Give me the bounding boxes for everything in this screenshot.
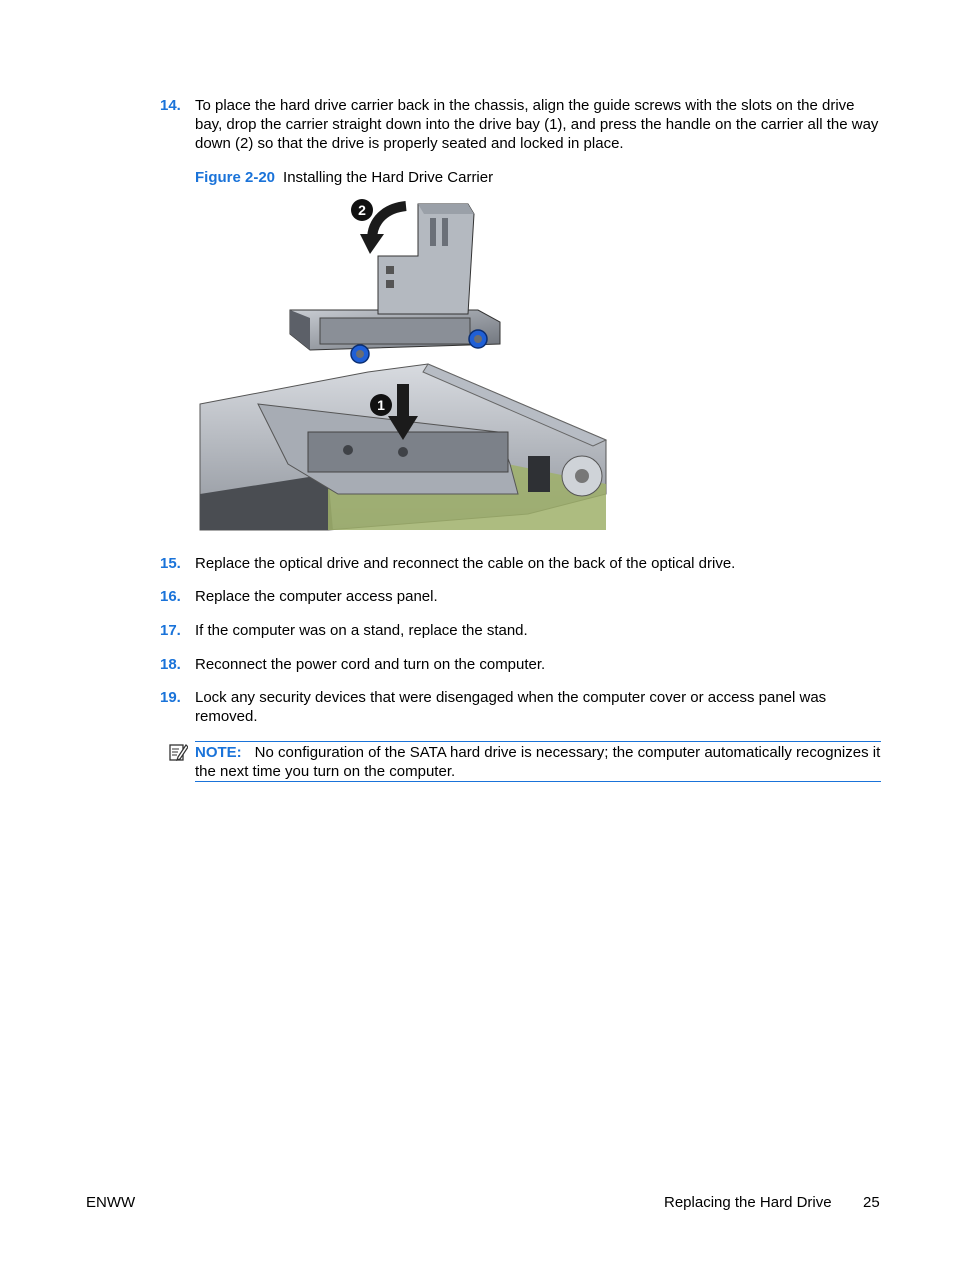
note-text: No configuration of the SATA hard drive is necessary; the computer automatically recognizes it the next time you turn on the computer. [195,744,881,780]
carrier-illustration [198,194,612,534]
step-text: To place the hard drive carrier back in the chassis, align the guide screws with the slots on the drive bay, drop the carrier straight down into the drive bay (1), and press the handle on the carrier all the way down (2) so that the drive is properly seated and locked in place. [195,97,879,152]
callout-1-label: 1 [377,397,385,413]
step-14 [160,96,884,153]
step-text: Replace the optical drive and reconnect the cable on the back of the optical drive. [195,555,736,572]
step-text: Lock any security devices that were disengaged when the computer cover or access panel was removed. [195,689,827,725]
step-number: 16. [160,588,181,605]
step-16 [160,587,884,606]
step-18 [160,655,884,674]
step-19 [160,688,884,726]
step-number: 17. [160,622,181,639]
step-number: 19. [160,689,181,706]
callout-1 [370,394,392,416]
step-text: If the computer was on a stand, replace the stand. [195,622,528,639]
step-15 [160,554,884,573]
step-number: 18. [160,656,181,673]
step-17 [160,621,884,640]
step-number: 14. [160,97,181,114]
note-box [195,741,881,782]
callout-2 [351,199,373,221]
page-number: 25 [863,1194,880,1211]
footer-section: Replacing the Hard Drive [664,1194,832,1211]
note-pad-icon [168,742,188,762]
hard-drive-carrier-figure [198,194,612,534]
step-number: 15. [160,555,181,572]
callout-2-label: 2 [358,202,366,218]
note-label: NOTE: [195,744,242,761]
step-text: Reconnect the power cord and turn on the computer. [195,656,546,673]
figure-title: Installing the Hard Drive Carrier [283,169,494,186]
figure-label: Figure 2-20 [195,169,276,186]
step-text: Replace the computer access panel. [195,588,438,605]
footer-left: ENWW [86,1194,136,1211]
figure-caption [195,168,493,187]
